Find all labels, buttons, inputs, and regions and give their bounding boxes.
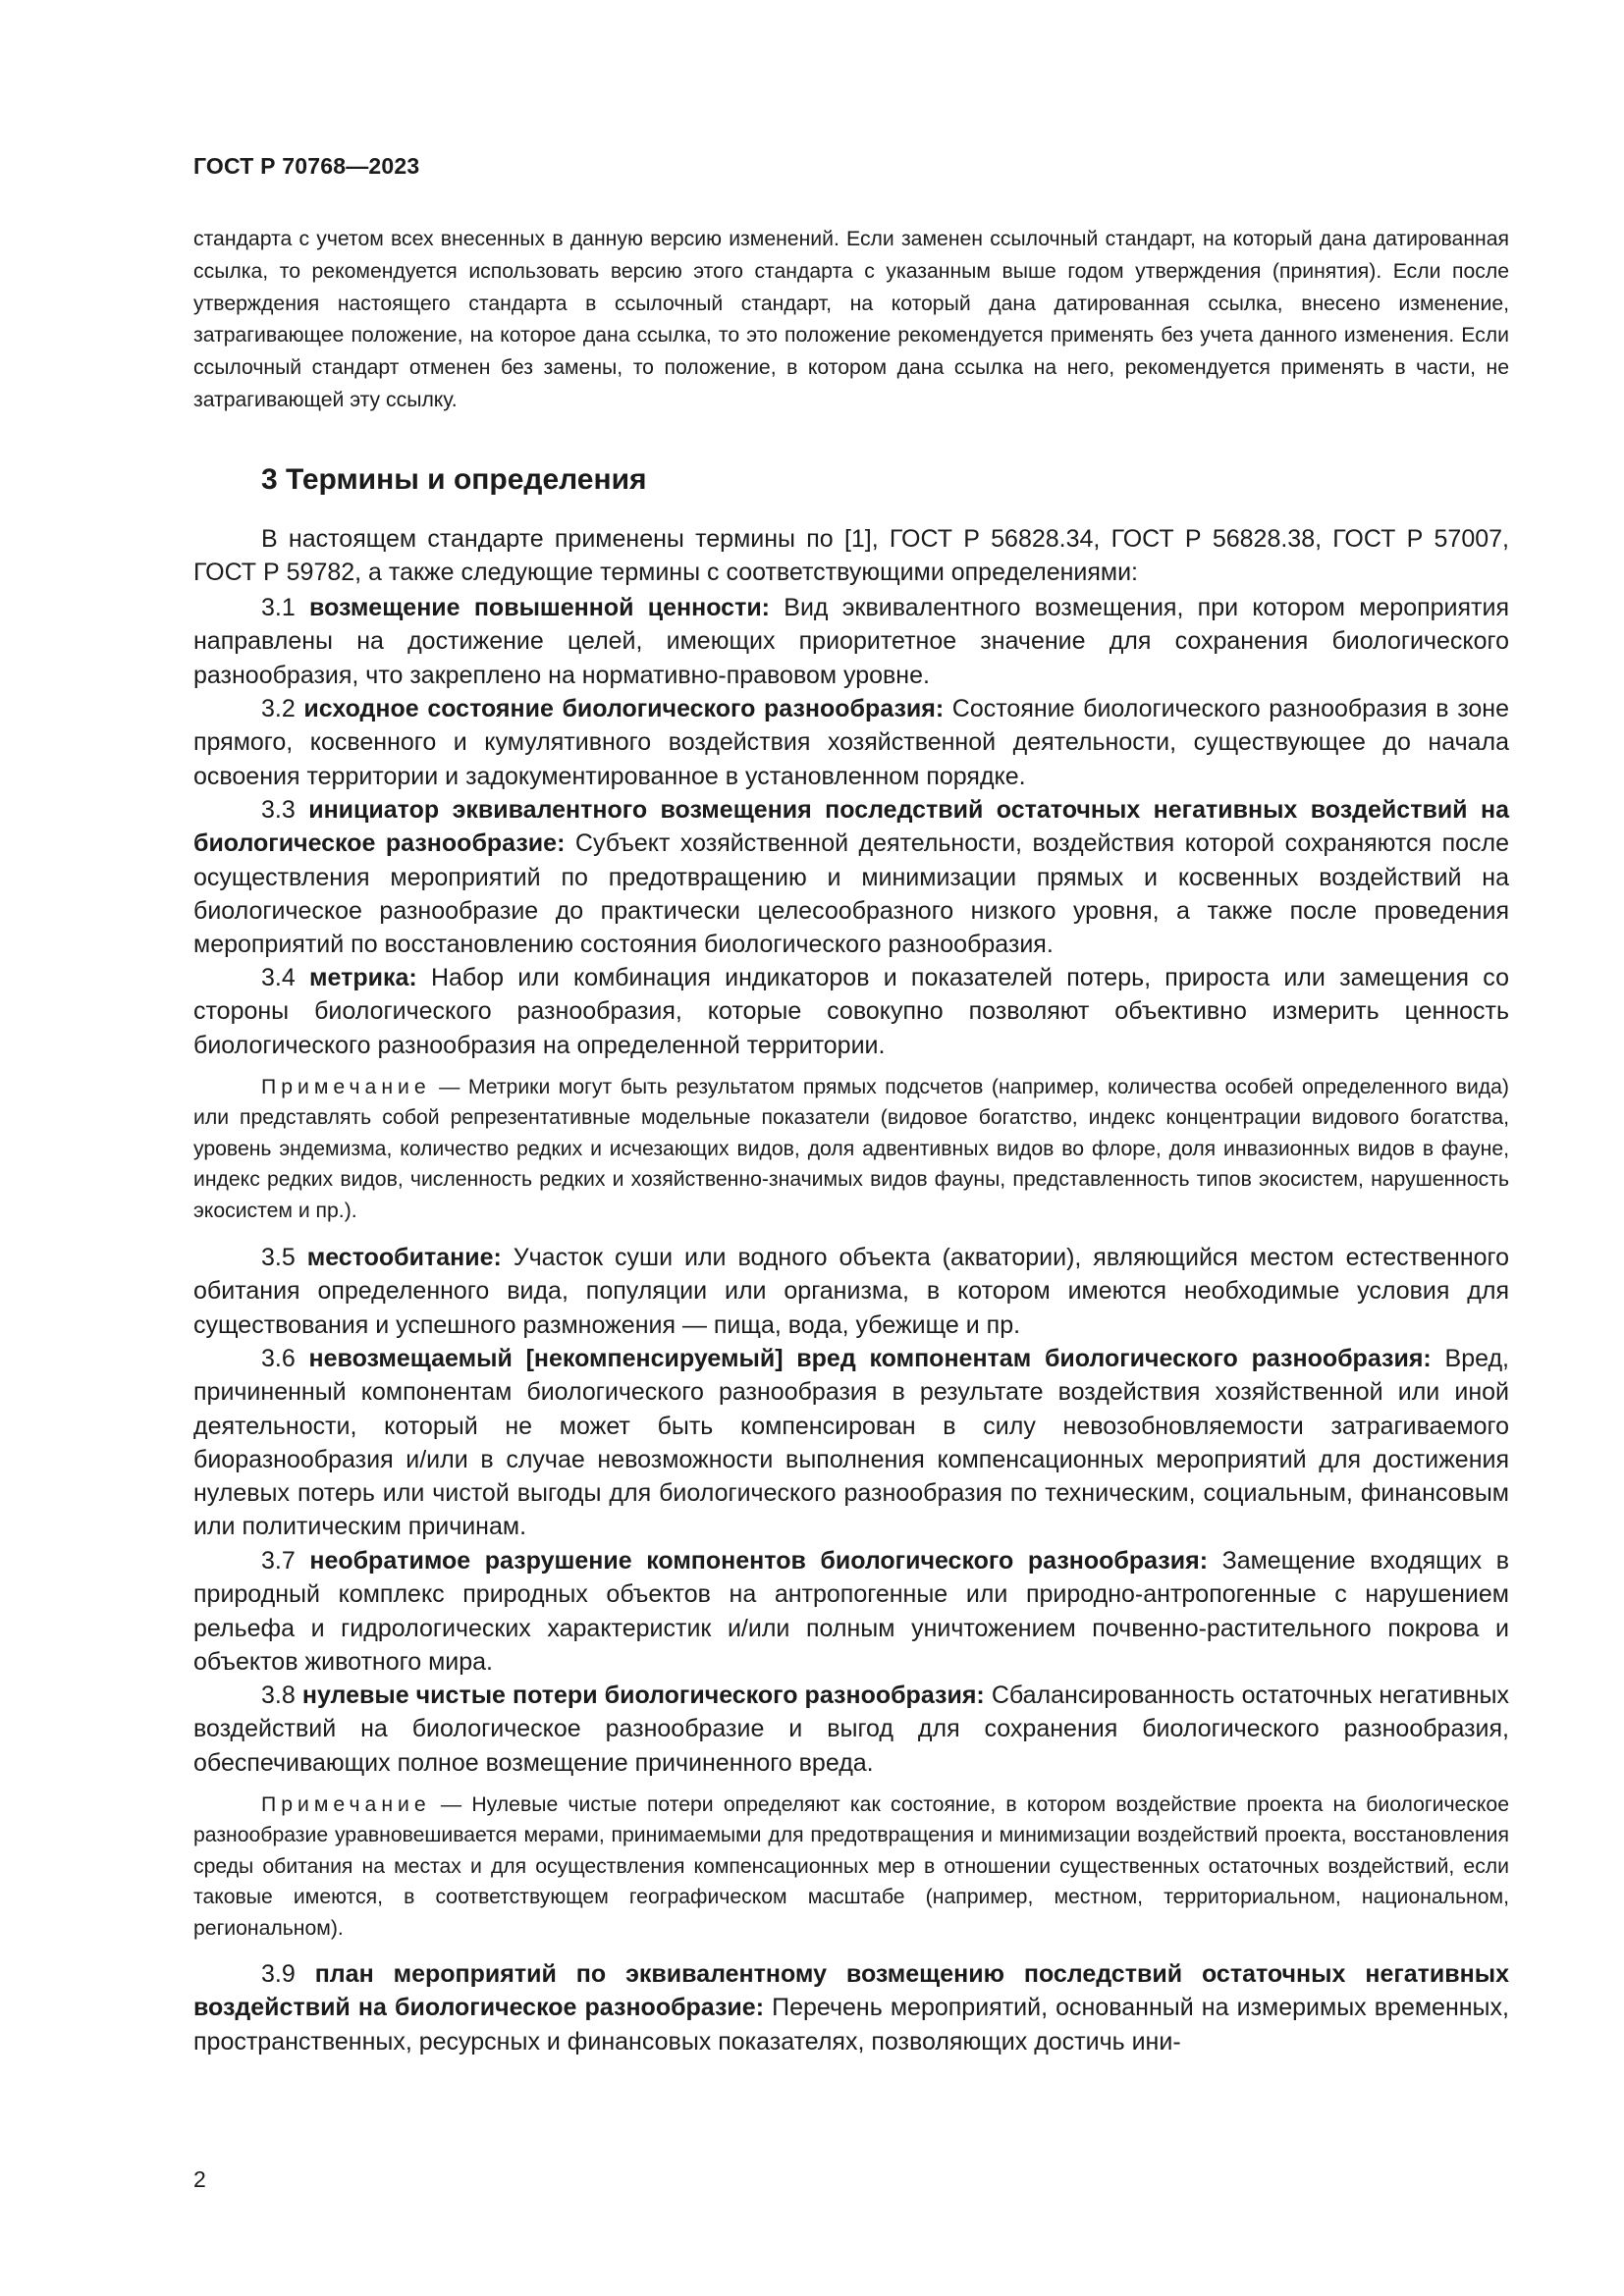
term-title: исходное состояние биологического разнообразия: [303, 695, 945, 722]
term-3-5 [193, 1241, 1509, 1342]
term-number: 3.2 [261, 695, 296, 722]
term-title: инициатор эквивалентного возмещения последствий остаточных негативных воздействий на биологическое разнообразие: [193, 796, 1509, 858]
term-definition: Участок суши или водного объекта (акватории), являющийся местом естественного обитания определенного вида, популяции или организма, в котором имеются необходимые условия для существования и успешного размножения — пища, вода, убежище и пр. [193, 1244, 1510, 1339]
term-3-4 [193, 961, 1509, 1062]
term-3-1 [193, 591, 1509, 692]
term-title: возмещение повышенной ценности: [309, 594, 771, 621]
term-title: местообитание: [306, 1244, 502, 1271]
note-zero-loss [193, 1789, 1509, 1944]
section-heading: 3 Термины и определения [261, 463, 647, 496]
term-number: 3.4 [261, 964, 296, 991]
term-3-2 [193, 692, 1509, 793]
term-3-9 [193, 1957, 1509, 2058]
term-title: невозмещаемый [некомпенсируемый] вред компонентам биологического разнообразия: [308, 1345, 1432, 1372]
page-number: 2 [193, 2166, 206, 2192]
term-title: метрика: [309, 964, 417, 991]
term-title: необратимое разрушение компонентов биологического разнообразия: [309, 1547, 1209, 1575]
term-number: 3.7 [261, 1547, 296, 1575]
term-title: нулевые чистые потери биологического разнообразия: [301, 1682, 985, 1709]
term-number: 3.6 [261, 1345, 296, 1372]
term-number: 3.3 [261, 796, 296, 824]
note-label: Примечание [261, 1076, 431, 1098]
term-definition: Перечень мероприятий, основанный на измеримых временных, пространственных, ресурсных и финансовых показателях, позволяющих достичь ини- [193, 1994, 1509, 2056]
term-number: 3.8 [261, 1682, 296, 1709]
section-lead: В настоящем стандарте применены термины по [1], ГОСТ Р 56828.34, ГОСТ Р 56828.38, ГОСТ Р 57007, ГОСТ Р 59782, а также следующие термины с соответствующими определениями: [193, 525, 1509, 587]
term-definition: Набор или комбинация индикаторов и показателей потерь, прироста или замещения со стороны биологического разнообразия, которые совокупно позволяют объективно измерить ценность биологического разнообразия на определенной территории. [193, 964, 1509, 1059]
term-definition: Сбалансированность остаточных негативных воздействий на биологическое разнообразие и выгод для сохранения биологического разнообразия, обеспечивающих полное возмещение причиненного вреда. [193, 1682, 1509, 1777]
term-definition: Субъект хозяйственной деятельности, воздействия которой сохраняются после осуществления мероприятий по предотвращению и минимизации прямых и косвенных воздействий на биологическое разнообразие до практически целесообразного низкого уровня, а также после проведения мероприятий по восстановлению состояния биологического разнообразия. [193, 829, 1509, 959]
section-lead-block [193, 522, 1509, 590]
term-definition: Замещение входящих в природный комплекс природных объектов на антропогенные или природно-антропогенные с нарушением рельефа и гидрологических характеристик и/или полным уничтожением почвенно-растительного покрова и объектов животного мира. [193, 1547, 1509, 1676]
term-3-3 [193, 793, 1509, 961]
intro-paragraph: стандарта с учетом всех внесенных в данную версию изменений. Если заменен ссылочный стандарт, на который дана датированная ссылка, то рекомендуется использовать версию этого стандарта с указанным выше годом утверждения (принятия). Если после утверждения настоящего стандарта в ссылочный стандарт, на который дана датированная ссылка, внесено изменение, затрагивающее положение, на которое дана ссылка, то это положение рекомендуется применять без учета данного изменения. Если ссылочный стандарт отменен без замены, то положение, в котором дана ссылка на него, рекомендуется применять в части, не затрагивающей эту ссылку. [193, 228, 1509, 411]
term-definition: Вред, причиненный компонентам биологического разнообразия в результате воздействия хозяйственной или иной деятельности, который не может быть компенсирован в силу невозобновляемости затрагиваемого биоразнообразия и/или в случае невозможности выполнения компенсационных мероприятий для достижения нулевых потерь или чистой выгоды для биологического разнообразия по техническим, социальным, финансовым или политическим причинам. [193, 1345, 1509, 1541]
term-number: 3.1 [261, 594, 296, 621]
note-label: Примечание [261, 1793, 431, 1816]
note-text: — Метрики могут быть результатом прямых подсчетов (например, количества особей определенного вида) или представлять собой репрезентативные модельные показатели (видовое богатство, индекс концентрации видового богатства, уровень эндемизма, количество редких и исчезающих видов, доля адвентивных видов во флоре, доля инвазионных видов в фауне, индекс редких видов, численность редких и хозяйственно-значимых видов фауны, представленность типов экосистем, нарушенность экосистем и пр.). [193, 1076, 1509, 1222]
term-definition: Вид эквивалентного возмещения, при котором мероприятия направлены на достижение целей, имеющих приоритетное значение для сохранения биологического разнообразия, что закреплено на нормативно-правовом уровне. [193, 594, 1510, 689]
term-3-7 [193, 1544, 1509, 1679]
term-3-8 [193, 1679, 1509, 1780]
note-text: — Нулевые чистые потери определяют как состояние, в котором воздействие проекта на биологическое разнообразие уравновешивается мерами, принимаемыми для предотвращения и минимизации воздействий проекта, восстановления среды обитания на местах и для осуществления компенсационных мер в отношении существенных остаточных воздействий, если таковые имеются, в соответствующем географическом масштабе (например, местном, территориальном, национальном, региональном). [193, 1793, 1509, 1940]
term-definition: Состояние биологического разнообразия в зоне прямого, косвенного и кумулятивного воздействия хозяйственной деятельности, существующее до начала освоения территории и задокументированное в установленном порядке. [193, 695, 1509, 790]
term-number: 3.9 [261, 1960, 296, 1988]
note-metrics [193, 1072, 1509, 1226]
standard-header: ГОСТ Р 70768—2023 [193, 153, 420, 179]
term-title: план мероприятий по эквивалентному возмещению последствий остаточных негативных воздействий на биологическое разнообразие: [193, 1960, 1509, 2022]
term-number: 3.5 [261, 1244, 296, 1271]
intro-paragraph-block [193, 224, 1509, 417]
term-3-6 [193, 1342, 1509, 1544]
